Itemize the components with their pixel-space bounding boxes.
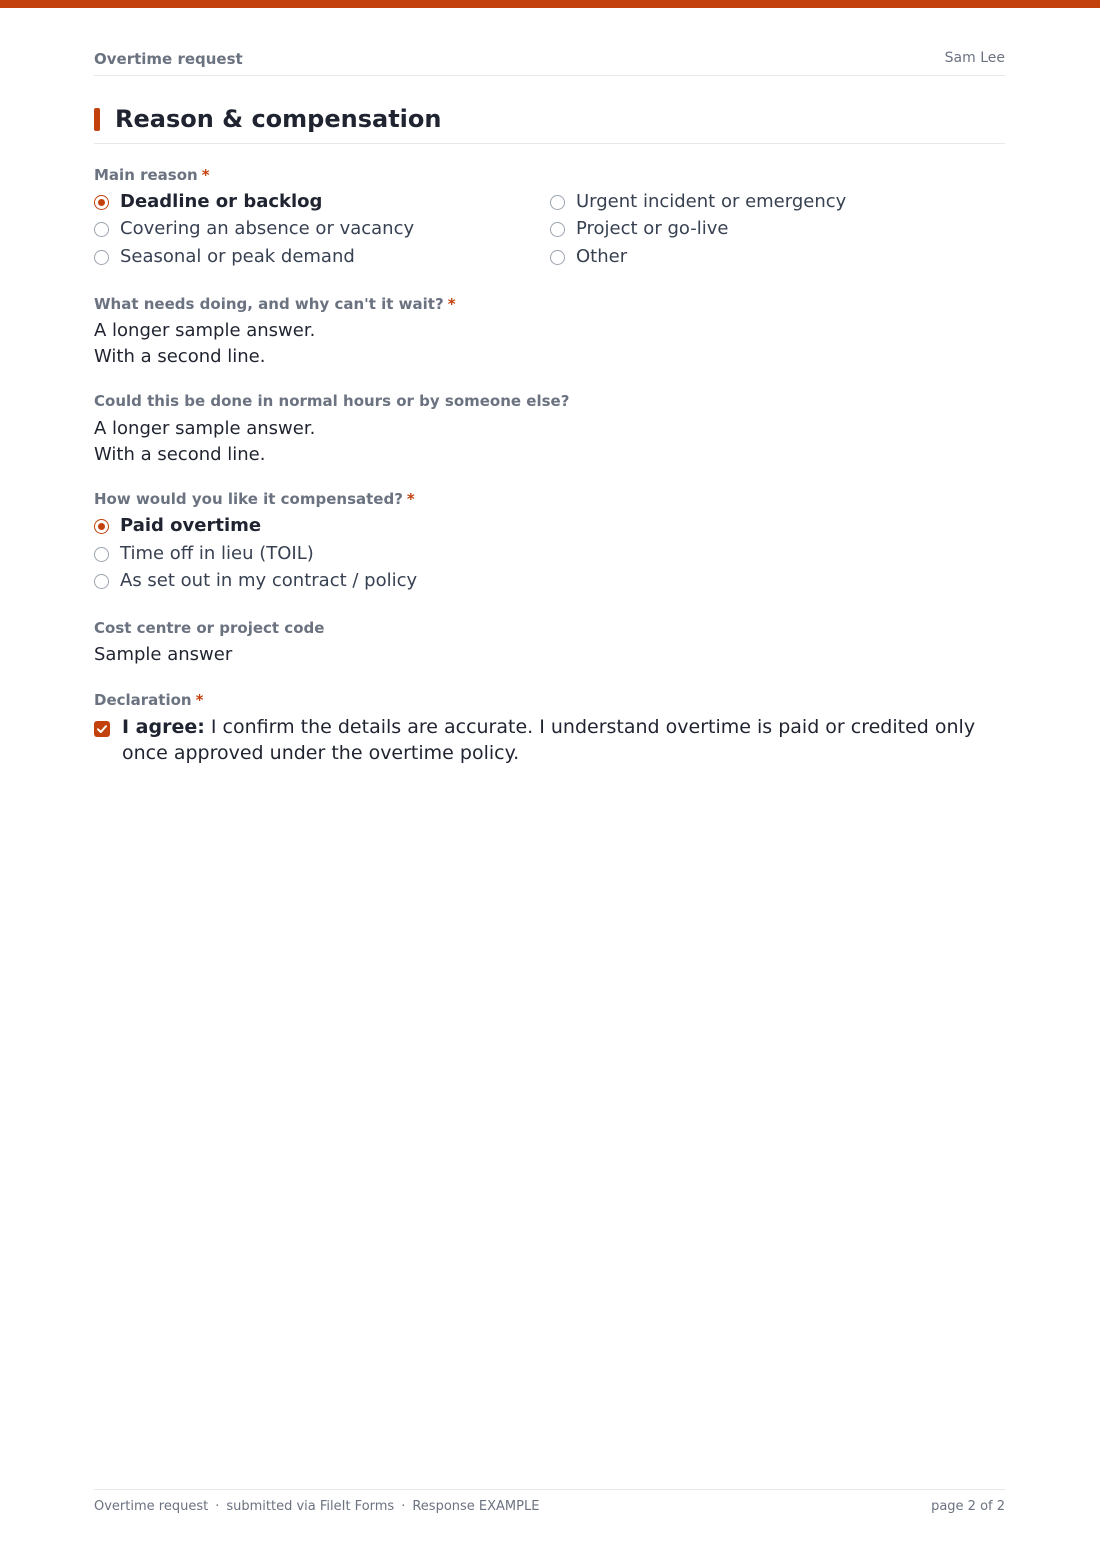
reason-option-label: Urgent incident or emergency <box>576 191 847 212</box>
section-heading <box>94 104 1005 144</box>
reason-option-label: Other <box>576 246 628 267</box>
running-header <box>94 48 1005 76</box>
compensation-option-label: Time off in lieu (TOIL) <box>120 543 314 564</box>
footer-response: Response EXAMPLE <box>412 1499 540 1514</box>
required-mark: * <box>406 490 415 508</box>
main-reason-label-text: Main reason <box>94 166 198 184</box>
header-user-name: Sam Lee <box>944 50 1005 66</box>
radio-empty-icon[interactable] <box>94 574 109 589</box>
footer-meta <box>94 1499 539 1514</box>
cost-centre-answer: Sample answer <box>94 644 233 665</box>
declaration-body: I confirm the details are accurate. I understand overtime is paid or credited only once approved under the overtime policy. <box>122 716 976 764</box>
answer-line: With a second line. <box>94 346 266 367</box>
normal-hours-label <box>94 392 569 410</box>
radio-empty-icon[interactable] <box>94 222 109 237</box>
answer-line: A longer sample answer. <box>94 418 316 439</box>
reason-option-label: Deadline or backlog <box>120 191 323 212</box>
compensation-label <box>94 490 415 508</box>
required-mark: * <box>201 166 210 184</box>
radio-empty-icon[interactable] <box>550 250 565 265</box>
declaration-text <box>122 714 992 766</box>
reason-option-label: Seasonal or peak demand <box>120 246 355 267</box>
top-accent-bar <box>0 0 1100 8</box>
reason-option-label: Project or go-live <box>576 218 729 239</box>
compensation-option-label: As set out in my contract / policy <box>120 570 418 591</box>
radio-selected-icon[interactable] <box>94 195 109 210</box>
declaration-agree-label: I agree: <box>122 716 205 738</box>
section-title: Reason & compensation <box>115 105 442 133</box>
footer-separator: · <box>401 1499 406 1514</box>
radio-empty-icon[interactable] <box>94 547 109 562</box>
what-needs-doing-answer <box>94 318 315 370</box>
cost-centre-label <box>94 619 324 637</box>
radio-empty-icon[interactable] <box>550 222 565 237</box>
normal-hours-label-text: Could this be done in normal hours or by someone else? <box>94 392 570 410</box>
answer-line: With a second line. <box>94 444 266 465</box>
answer-line: A longer sample answer. <box>94 320 316 341</box>
compensation-label-text: How would you like it compensated? <box>94 490 403 508</box>
cost-centre-label-text: Cost centre or project code <box>94 619 325 637</box>
required-mark: * <box>447 295 456 313</box>
what-needs-doing-label-text: What needs doing, and why can't it wait? <box>94 295 444 313</box>
required-mark: * <box>195 691 204 709</box>
section-accent-mark <box>94 108 100 131</box>
compensation-option-label: Paid overtime <box>120 515 262 536</box>
main-reason-label <box>94 166 210 184</box>
checkbox-checked-icon[interactable] <box>94 721 110 737</box>
declaration-label-text: Declaration <box>94 691 192 709</box>
declaration-label <box>94 691 203 709</box>
footer-separator: · <box>215 1499 220 1514</box>
radio-selected-icon[interactable] <box>94 519 109 534</box>
normal-hours-answer <box>94 416 315 468</box>
checkmark-icon <box>96 723 108 735</box>
radio-empty-icon[interactable] <box>94 250 109 265</box>
footer-page-number: page 2 of 2 <box>931 1499 1005 1514</box>
header-form-title: Overtime request <box>94 50 243 68</box>
footer-form-title: Overtime request <box>94 1499 209 1514</box>
running-footer <box>94 1489 1005 1520</box>
what-needs-doing-label <box>94 295 456 313</box>
footer-submitted: submitted via FileIt Forms <box>226 1499 395 1514</box>
radio-empty-icon[interactable] <box>550 195 565 210</box>
reason-option-label: Covering an absence or vacancy <box>120 218 415 239</box>
